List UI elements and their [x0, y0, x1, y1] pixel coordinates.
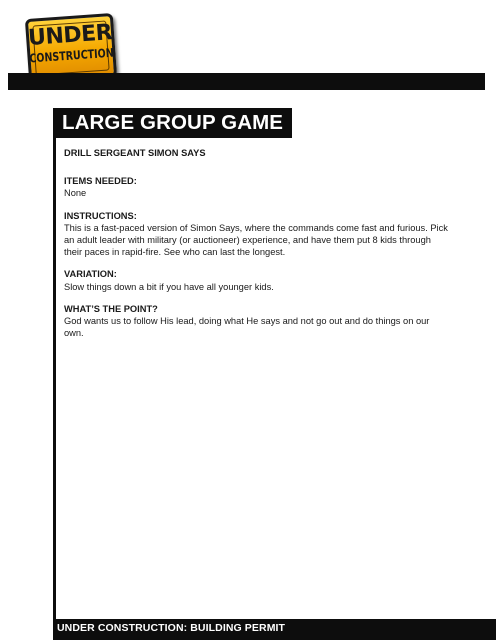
- section-heading: ITEMS NEEDED:: [64, 176, 137, 187]
- section-variation: [64, 268, 449, 292]
- section-instructions: [64, 210, 449, 259]
- logo-word-construction: CONSTRUCTION: [29, 46, 115, 67]
- game-content: [64, 147, 449, 349]
- header-black-bar: [8, 73, 485, 90]
- footer-bar: [53, 619, 496, 640]
- section-body: This is a fast-paced version of Simon Says, where the commands come fast and furious. Pick an adult leader with military (or auctioneer) experience, and have them put 8 kids through their paces in rapid-fire. See who can last the longest.: [64, 222, 448, 258]
- section-heading: VARIATION:: [64, 269, 117, 280]
- logo-word-under: UNDER: [27, 20, 113, 51]
- page-title: LARGE GROUP GAME: [62, 111, 284, 134]
- game-name: DRILL SERGEANT SIMON SAYS: [64, 148, 206, 158]
- section-heading: WHAT’S THE POINT?: [64, 303, 158, 314]
- footer-text: UNDER CONSTRUCTION: BUILDING PERMIT: [57, 622, 286, 634]
- section-body: Slow things down a bit if you have all younger kids.: [64, 281, 274, 292]
- section-items-needed: [64, 175, 449, 199]
- section-body: None: [64, 188, 87, 199]
- left-vertical-rule: [53, 108, 56, 620]
- title-banner: [53, 108, 292, 138]
- section-heading: INSTRUCTIONS:: [64, 210, 137, 221]
- section-body: God wants us to follow His lead, doing what He says and not go out and do things on our own.: [64, 316, 430, 339]
- section-whats-the-point: [64, 303, 449, 340]
